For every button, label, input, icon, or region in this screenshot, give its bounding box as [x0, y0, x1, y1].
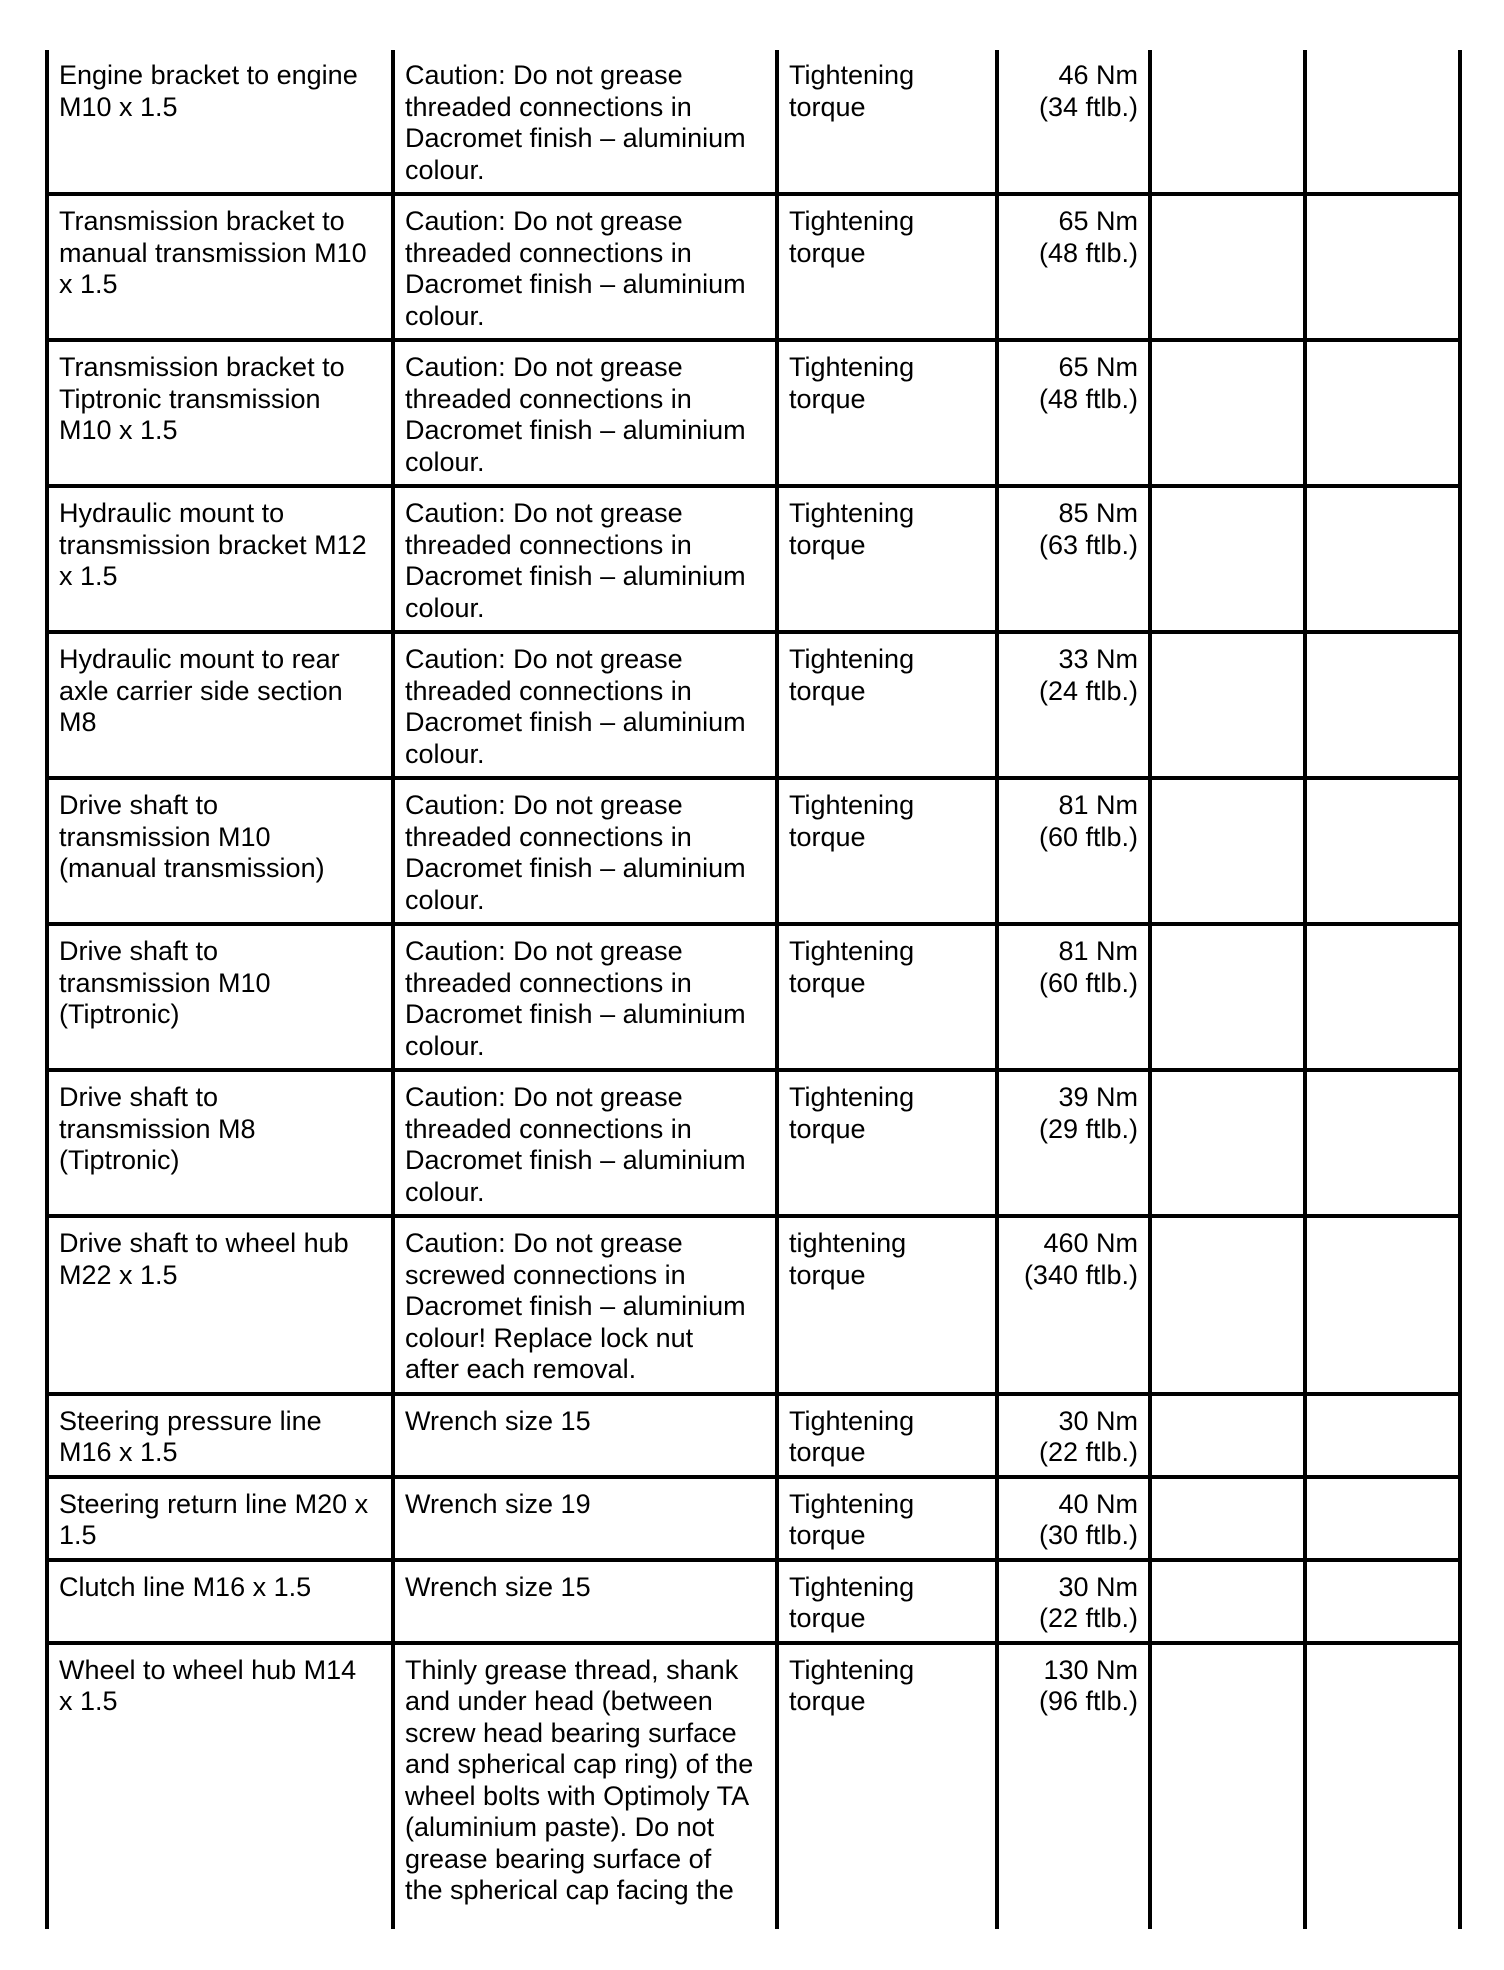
component-cell: Drive shaft to wheel hub M22 x 1.5	[47, 1216, 393, 1394]
note-cell: Wrench size 15	[393, 1394, 777, 1477]
table-row	[47, 50, 1460, 194]
empty-cell	[1305, 486, 1460, 632]
component-cell: Transmission bracket to manual transmission M10 x 1.5	[47, 194, 393, 340]
torque-value-cell: 30 Nm (22 ftlb.)	[997, 1560, 1150, 1643]
empty-cell	[1150, 486, 1305, 632]
component-cell: Hydraulic mount to transmission bracket M12 x 1.5	[47, 486, 393, 632]
empty-cell	[1150, 1643, 1305, 1929]
empty-cell	[1305, 50, 1460, 194]
component-cell: Drive shaft to transmission M10 (manual transmission)	[47, 778, 393, 924]
note-cell: Caution: Do not grease threaded connections in Dacromet finish – aluminium colour.	[393, 486, 777, 632]
spec-type-cell: Tightening torque	[777, 50, 997, 194]
empty-cell	[1305, 632, 1460, 778]
torque-value-cell: 81 Nm (60 ftlb.)	[997, 778, 1150, 924]
component-cell: Steering pressure line M16 x 1.5	[47, 1394, 393, 1477]
component-cell: Steering return line M20 x 1.5	[47, 1477, 393, 1560]
empty-cell	[1150, 632, 1305, 778]
torque-value-cell: 33 Nm (24 ftlb.)	[997, 632, 1150, 778]
torque-value-cell: 39 Nm (29 ftlb.)	[997, 1070, 1150, 1216]
torque-specification-table	[45, 50, 1462, 1929]
component-cell: Transmission bracket to Tiptronic transmission M10 x 1.5	[47, 340, 393, 486]
component-cell: Wheel to wheel hub M14 x 1.5	[47, 1643, 393, 1929]
table-row	[47, 486, 1460, 632]
table-row	[47, 1477, 1460, 1560]
empty-cell	[1150, 1477, 1305, 1560]
table-row	[47, 1560, 1460, 1643]
empty-cell	[1150, 1070, 1305, 1216]
component-cell: Hydraulic mount to rear axle carrier side section M8	[47, 632, 393, 778]
torque-value-cell: 65 Nm (48 ftlb.)	[997, 340, 1150, 486]
table-row	[47, 1394, 1460, 1477]
note-cell: Caution: Do not grease threaded connections in Dacromet finish – aluminium colour.	[393, 924, 777, 1070]
component-cell: Engine bracket to engine M10 x 1.5	[47, 50, 393, 194]
table-row	[47, 1070, 1460, 1216]
empty-cell	[1305, 1216, 1460, 1394]
torque-value-cell: 40 Nm (30 ftlb.)	[997, 1477, 1150, 1560]
spec-type-cell: Tightening torque	[777, 1477, 997, 1560]
empty-cell	[1150, 1560, 1305, 1643]
torque-value-cell: 65 Nm (48 ftlb.)	[997, 194, 1150, 340]
torque-value-cell: 81 Nm (60 ftlb.)	[997, 924, 1150, 1070]
note-cell: Caution: Do not grease screwed connections in Dacromet finish – aluminium colour! Replace lock nut after each removal.	[393, 1216, 777, 1394]
spec-type-cell: Tightening torque	[777, 1560, 997, 1643]
empty-cell	[1305, 1070, 1460, 1216]
torque-value-cell: 46 Nm (34 ftlb.)	[997, 50, 1150, 194]
spec-type-cell: Tightening torque	[777, 1070, 997, 1216]
empty-cell	[1305, 778, 1460, 924]
empty-cell	[1305, 340, 1460, 486]
empty-cell	[1150, 1394, 1305, 1477]
spec-type-cell: tightening torque	[777, 1216, 997, 1394]
torque-value-cell: 460 Nm (340 ftlb.)	[997, 1216, 1150, 1394]
empty-cell	[1305, 1394, 1460, 1477]
table-row	[47, 194, 1460, 340]
empty-cell	[1305, 924, 1460, 1070]
spec-type-cell: Tightening torque	[777, 924, 997, 1070]
note-cell: Wrench size 15	[393, 1560, 777, 1643]
torque-value-cell: 85 Nm (63 ftlb.)	[997, 486, 1150, 632]
empty-cell	[1150, 340, 1305, 486]
empty-cell	[1150, 194, 1305, 340]
torque-value-cell: 130 Nm (96 ftlb.)	[997, 1643, 1150, 1929]
note-cell: Caution: Do not grease threaded connections in Dacromet finish – aluminium colour.	[393, 194, 777, 340]
note-cell: Wrench size 19	[393, 1477, 777, 1560]
component-cell: Drive shaft to transmission M8 (Tiptronic)	[47, 1070, 393, 1216]
note-cell: Caution: Do not grease threaded connections in Dacromet finish – aluminium colour.	[393, 632, 777, 778]
empty-cell	[1150, 778, 1305, 924]
spec-type-cell: Tightening torque	[777, 486, 997, 632]
empty-cell	[1150, 924, 1305, 1070]
table-row	[47, 632, 1460, 778]
table-row	[47, 340, 1460, 486]
spec-type-cell: Tightening torque	[777, 194, 997, 340]
empty-cell	[1305, 1560, 1460, 1643]
note-cell: Thinly grease thread, shank and under head (between screw head bearing surface and spherical cap ring) of the wheel bolts with Optimoly TA (aluminium paste). Do not grease bearing surface of the spherical cap facing the	[393, 1643, 777, 1929]
table-row	[47, 924, 1460, 1070]
table-row	[47, 778, 1460, 924]
spec-type-cell: Tightening torque	[777, 1643, 997, 1929]
table-row	[47, 1643, 1460, 1929]
spec-type-cell: Tightening torque	[777, 1394, 997, 1477]
empty-cell	[1305, 1477, 1460, 1560]
component-cell: Clutch line M16 x 1.5	[47, 1560, 393, 1643]
note-cell: Caution: Do not grease threaded connections in Dacromet finish – aluminium colour.	[393, 1070, 777, 1216]
torque-value-cell: 30 Nm (22 ftlb.)	[997, 1394, 1150, 1477]
spec-type-cell: Tightening torque	[777, 632, 997, 778]
note-cell: Caution: Do not grease threaded connections in Dacromet finish – aluminium colour.	[393, 340, 777, 486]
empty-cell	[1150, 1216, 1305, 1394]
empty-cell	[1305, 1643, 1460, 1929]
note-cell: Caution: Do not grease threaded connections in Dacromet finish – aluminium colour.	[393, 50, 777, 194]
component-cell: Drive shaft to transmission M10 (Tiptronic)	[47, 924, 393, 1070]
note-cell: Caution: Do not grease threaded connections in Dacromet finish – aluminium colour.	[393, 778, 777, 924]
empty-cell	[1305, 194, 1460, 340]
empty-cell	[1150, 50, 1305, 194]
spec-type-cell: Tightening torque	[777, 340, 997, 486]
table-row	[47, 1216, 1460, 1394]
spec-type-cell: Tightening torque	[777, 778, 997, 924]
